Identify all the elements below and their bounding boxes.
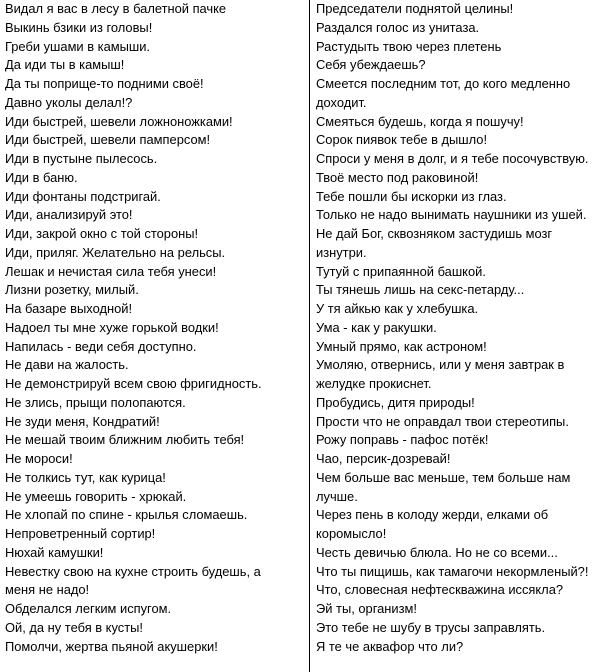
left-column: [5, 0, 305, 656]
phrase-line: Честь девичью блюла. Но не со всеми...: [316, 544, 558, 560]
phrase-line: Смеется последним тот, до кого медленно: [316, 76, 571, 91]
phrase-line: Ой, да ну тебя в кусты!: [5, 619, 143, 635]
phrase-line: Давно уколы делал!?: [5, 94, 133, 110]
phrase-line: Тутуй с припаянной башкой.: [316, 263, 486, 279]
phrase-line: Иди фонтаны подстригай.: [5, 188, 161, 204]
phrase-line: Смеяться будешь, когда я пошучу!: [316, 113, 524, 129]
phrase-line: Ты тянешь лишь на секс-петарду...: [316, 282, 525, 298]
phrase-line: Председатели поднятой целины!: [316, 1, 514, 16]
phrase-line: Пробудись, дитя природы!: [316, 394, 475, 410]
phrase-line: Нюхай камушки!: [5, 544, 104, 560]
phrase-line: Иди, закрой окно с той стороны!: [5, 226, 199, 241]
phrase-line: Не мороси!: [5, 451, 73, 466]
phrase-line: Раздался голос из унитаза.: [316, 19, 480, 35]
phrase-line: Не дай Бог, сквозняком застудишь мозг: [316, 226, 553, 241]
phrase-line: Прости что не оправдал твои стереотипы.: [316, 413, 569, 429]
phrase-line: Иди быстрей, шевели памперсом!: [5, 132, 211, 148]
phrase-line: Надоел ты мне хуже горькой водки!: [5, 319, 219, 335]
phrase-line: Видал я вас в лесу в балетной пачке: [5, 1, 227, 16]
phrase-line: Иди быстрей, шевели ложноножками!: [5, 113, 233, 129]
phrase-line: желудке прокиснет.: [316, 376, 432, 391]
phrase-line: Иди, анализируй это!: [5, 207, 133, 223]
phrase-line: Да ты поприще-то подними своё!: [5, 76, 204, 91]
phrase-line: Лизни розетку, милый.: [5, 282, 139, 298]
phrase-line: Эй ты, организм!: [316, 601, 417, 616]
phrase-line: доходит.: [316, 94, 367, 110]
phrase-line: Ума - как у ракушки.: [316, 319, 437, 335]
phrase-line: На базаре выходной!: [5, 301, 133, 316]
phrase-line: Растудыть твою через плетень: [316, 38, 502, 54]
phrase-line: Не хлопай по спине - крылья сломаешь.: [5, 507, 248, 523]
phrase-line: Чао, персик-дозревай!: [316, 451, 451, 466]
right-column: [316, 0, 605, 656]
phrase-line: Я те че аквафор что ли?: [316, 638, 464, 654]
phrase-line: Выкинь бзики из головы!: [5, 19, 153, 35]
phrase-line: Обделался легким испугом.: [5, 601, 172, 616]
phrase-line: Иди, приляг. Желательно на рельсы.: [5, 244, 226, 260]
phrase-line: Напилась - веди себя доступно.: [5, 338, 197, 354]
phrase-line: Через пень в колоду жерди, елками об: [316, 507, 549, 523]
phrase-line: Что, словесная нефтескважина иссякла?: [316, 582, 564, 598]
phrase-line: Не дави на жалость.: [5, 357, 129, 373]
phrase-line: Лешак и нечистая сила тебя унеси!: [5, 263, 217, 279]
phrase-line: Не мешай твоим ближним любить тебя!: [5, 432, 245, 448]
phrase-line: Не умеешь говорить - хрюкай.: [5, 488, 187, 504]
phrase-line: Сорок пиявок тебе в дышло!: [316, 132, 488, 148]
phrase-line: Не зуди меня, Кондратий!: [5, 413, 160, 429]
phrase-line: У тя айкью как у хлебушка.: [316, 301, 479, 316]
phrase-line: изнутри.: [316, 244, 367, 260]
phrase-line: Что ты пищишь, как тамагочи некормленый?!: [316, 563, 589, 579]
phrase-line: Греби ушами в камыши.: [5, 38, 150, 54]
phrase-line: коромысло!: [316, 526, 387, 541]
phrase-line: Иди в пустыне пылесось.: [5, 151, 158, 166]
phrase-line: Себя убеждаешь?: [316, 57, 426, 73]
phrase-line: Не злись, прыщи полопаются.: [5, 394, 186, 410]
phrase-line: Умоляю, отвернись, или у меня завтрак в: [316, 357, 565, 373]
phrase-line: Умный прямо, как астроном!: [316, 338, 487, 354]
phrase-line: Помолчи, жертва пьяной акушерки!: [5, 638, 218, 654]
phrase-line: меня не надо!: [5, 582, 90, 598]
phrase-line: Это тебе не шубу в трусы заправлять.: [316, 619, 546, 635]
phrase-line: Иди в баню.: [5, 169, 78, 185]
phrase-line: Чем больше вас меньше, тем больше нам: [316, 469, 571, 485]
phrase-line: Непроветренный сортир!: [5, 526, 156, 541]
column-divider: [309, 0, 310, 672]
phrase-line: Твоё место под раковиной!: [316, 169, 479, 185]
phrase-line: Спроси у меня в долг, и я тебе посочувствую.: [316, 151, 589, 166]
phrase-line: Не толкись тут, как курица!: [5, 469, 166, 485]
phrase-line: Не демонстрируй всем свою фригидность.: [5, 376, 262, 391]
phrase-line: Только не надо вынимать наушники из ушей.: [316, 207, 587, 223]
phrase-line: Рожу поправь - пафос потёк!: [316, 432, 489, 448]
phrase-line: Да иди ты в камыш!: [5, 57, 125, 73]
phrase-line: Невестку свою на кухне строить будешь, а: [5, 563, 261, 579]
phrase-line: Тебе пошли бы искорки из глаз.: [316, 188, 507, 204]
phrase-line: лучше.: [316, 488, 358, 504]
